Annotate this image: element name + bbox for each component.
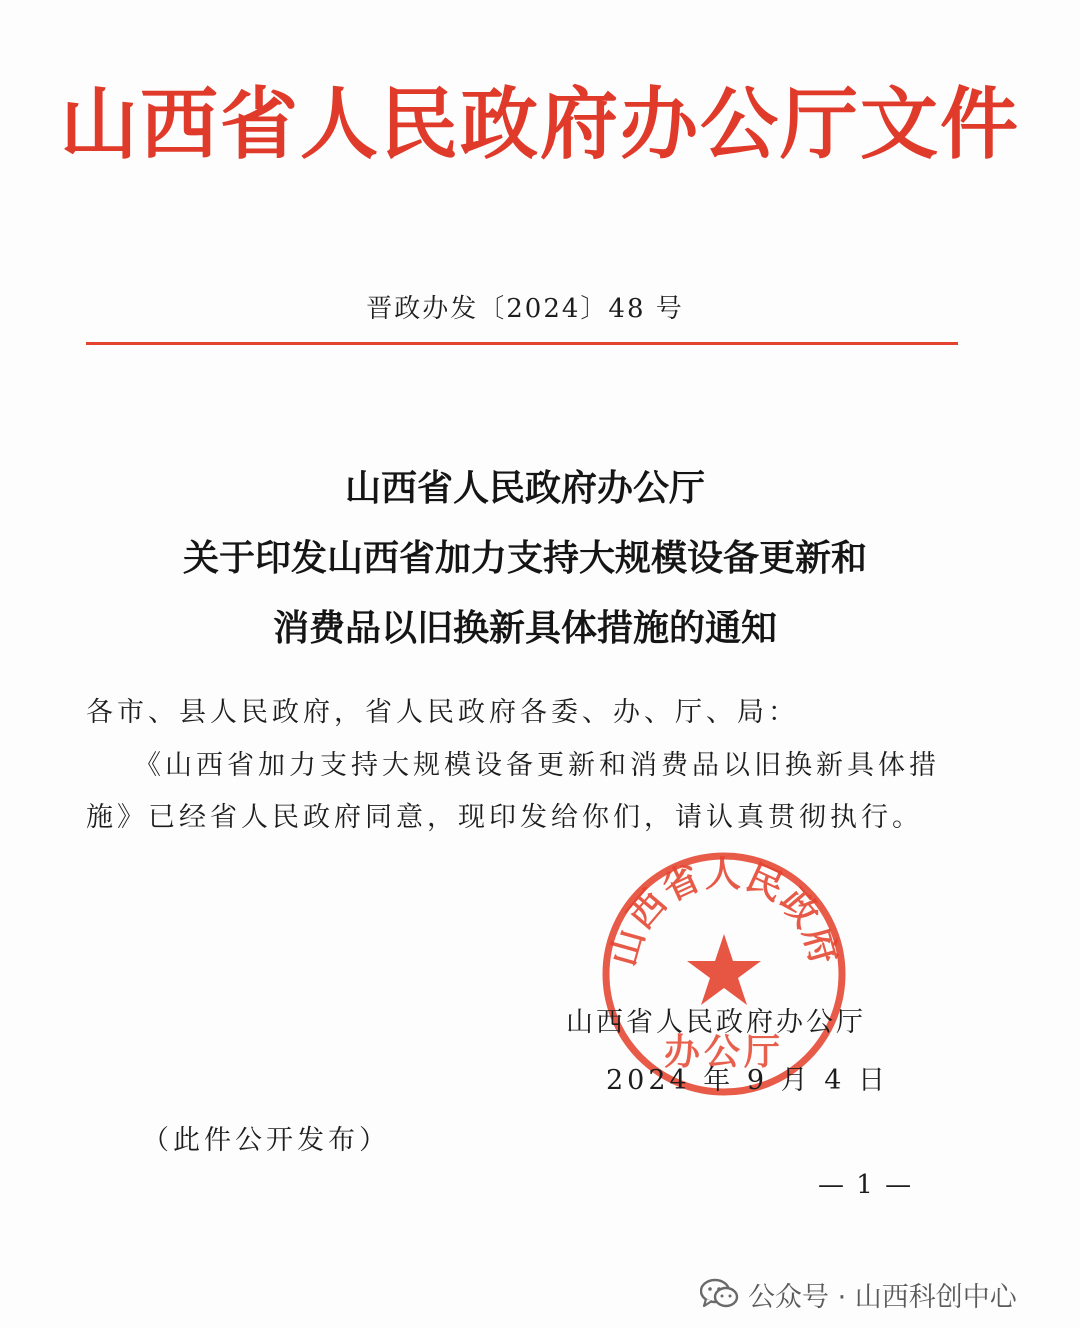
document-title bbox=[0, 454, 1050, 664]
signing-organization: 山西省人民政府办公厅 bbox=[566, 1007, 866, 1038]
title-line-1: 山西省人民政府办公厅 bbox=[344, 468, 705, 509]
title-line-2: 关于印发山西省加力支持大规模设备更新和 bbox=[182, 538, 867, 579]
page-number: — 1 — bbox=[818, 1170, 914, 1200]
document-number: 晋政办发〔2024〕48 号 bbox=[366, 294, 684, 324]
wechat-watermark bbox=[700, 1272, 1017, 1316]
signing-date: 2024 年 9 月 4 日 bbox=[606, 1065, 889, 1096]
salutation: 各市、县人民政府，省人民政府各委、办、厅、局： bbox=[86, 697, 799, 728]
body-paragraph-line-1: 《山西省加力支持大规模设备更新和消费品以旧换新具体措 bbox=[134, 750, 940, 781]
seal-text-top: 山西省人民政府 bbox=[603, 853, 845, 971]
red-divider bbox=[86, 342, 958, 345]
body-paragraph-line-2: 施》已经省人民政府同意，现印发给你们，请认真贯彻执行。 bbox=[86, 802, 923, 833]
watermark-text: 公众号 · 山西科创中心 bbox=[748, 1281, 1017, 1313]
seal-text-bottom: 办公厅 bbox=[663, 1032, 785, 1073]
public-release-note: （此件公开发布） bbox=[142, 1125, 390, 1156]
document-header: 山西省人民政府办公厅文件 bbox=[59, 79, 1020, 170]
star-icon bbox=[687, 934, 761, 1005]
wechat-icon bbox=[700, 1277, 740, 1311]
title-line-3: 消费品以旧换新具体措施的通知 bbox=[272, 608, 777, 649]
